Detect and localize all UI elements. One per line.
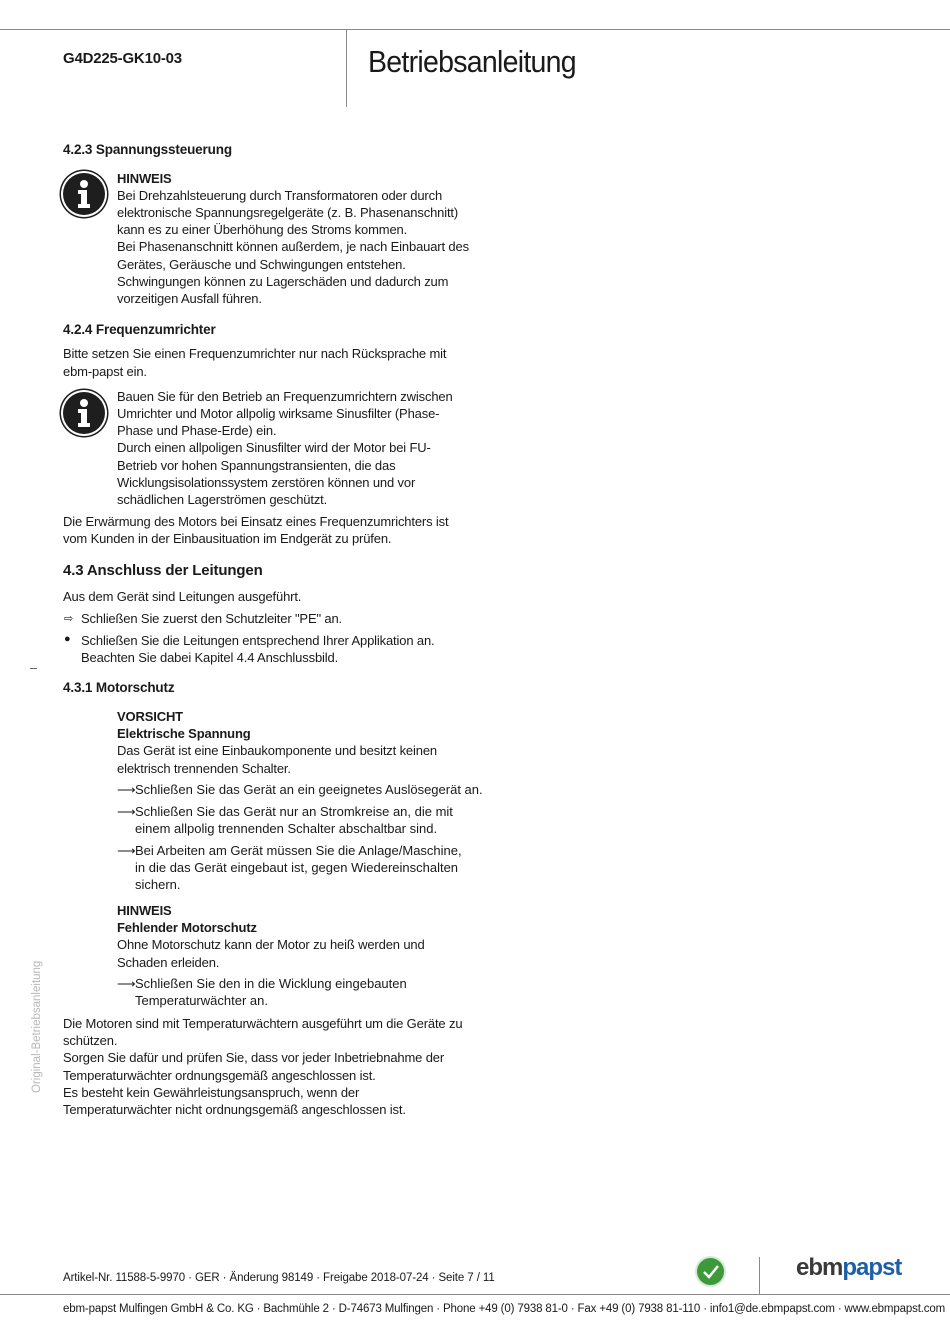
company-info: ebm-papst Mulfingen GmbH & Co. KG · Bachmühle 2 · D-74673 Mulfingen · Phone +49 (0) 7938 81-0 · Fax +49 (0) 7938 81-110 · info1@de.ebmpapst.com · www.ebmpapst.com [63,1303,946,1315]
notice-line: Schwingungen können zu Lagerschäden und dadurch zum [117,274,449,289]
heading-4-2-4: 4.2.4 Frequenzumrichter [63,322,216,337]
info-line: Bauen Sie für den Betrieb an Frequenzumrichtern zwischen [117,389,453,404]
green-tech-logo [697,1258,724,1285]
step-text: Temperaturwächter an. [135,993,268,1008]
info-icon [63,392,105,434]
logo-papst: papst [842,1254,902,1281]
arrow-right-icon: ⟶ [117,843,136,858]
step-text: Schließen Sie den in die Wicklung eingebauten [135,976,407,991]
caution-title: VORSICHT [117,709,183,724]
info-line: Betrieb vor hohen Spannungstransienten, die das [117,458,396,473]
info-line: schädlichen Lagerströmen geschützt. [117,492,328,507]
double-arrow-icon: ⇨ [64,613,74,625]
info-icon [63,173,105,215]
ebmpapst-logo [796,1254,901,1282]
step-line: Beachten Sie dabei Kapitel 4.4 Anschlussbild. [81,650,339,665]
footer-divider [759,1257,760,1294]
article-info: Artikel-Nr. 11588-5-9970 · GER · Änderung 98149 · Freigabe 2018-07-24 · Seite 7 / 11 [63,1272,495,1284]
paragraph-line: schützen. [63,1033,118,1048]
heading-4-2-3: 4.2.3 Spannungssteuerung [63,142,232,157]
paragraph-line: Die Erwärmung des Motors bei Einsatz eines Frequenzumrichters ist [63,514,449,529]
header-divider [346,29,347,107]
heading-4-3-1: 4.3.1 Motorschutz [63,680,175,695]
paragraph-line: Sorgen Sie dafür und prüfen Sie, dass vor jeder Inbetriebnahme der [63,1050,445,1065]
notice-line: elektronische Spannungsregelgeräte (z. B. Phasenanschnitt) [117,205,459,220]
paragraph-line: Aus dem Gerät sind Leitungen ausgeführt. [63,589,302,604]
info-line: Wicklungsisolationssystem zerstören können und vor [117,475,416,490]
step-text: einem allpolig trennenden Schalter abschaltbar sind. [135,821,438,836]
footer-rule [0,1294,950,1295]
bullet-icon: ● [64,633,71,645]
step-text: sichern. [135,877,181,892]
notice-line: Gerätes, Geräusche und Schwingungen entstehen. [117,257,406,272]
info-line: Phase und Phase-Erde) ein. [117,423,277,438]
step-text: in die das Gerät eingebaut ist, gegen Wiedereinschalten [135,860,459,875]
notice-line: kann es zu einer Überhöhung des Stroms kommen. [117,222,408,237]
paragraph-line: Bitte setzen Sie einen Frequenzumrichter nur nach Rücksprache mit [63,346,447,361]
notice-line: Schaden erleiden. [117,955,220,970]
caution-line: Das Gerät ist eine Einbaukomponente und besitzt keinen [117,743,437,758]
heading-4-3: 4.3 Anschluss der Leitungen [63,562,263,579]
notice-line: Bei Phasenanschnitt können außerdem, je nach Einbauart des [117,239,469,254]
caution-line: elektrisch trennenden Schalter. [117,761,291,776]
notice-line: Ohne Motorschutz kann der Motor zu heiß werden und [117,937,425,952]
side-label: Original-Betriebsanleitung [31,960,43,1093]
step-text: Schließen Sie das Gerät an ein geeignetes Auslösegerät an. [135,782,483,797]
top-rule [0,29,950,30]
step-line: Schließen Sie zuerst den Schutzleiter "PE" an. [81,611,343,626]
notice-title: HINWEIS [117,903,172,918]
arrow-right-icon: ⟶ [117,804,136,819]
logo-ebm: ebm [796,1254,843,1281]
paragraph-line: Die Motoren sind mit Temperaturwächtern ausgeführt um die Geräte zu [63,1016,463,1031]
arrow-right-icon: ⟶ [117,976,136,991]
paragraph-line: vom Kunden in der Einbausituation im Endgerät zu prüfen. [63,531,392,546]
step-line: Schließen Sie die Leitungen entsprechend Ihrer Applikation an. [81,633,435,648]
paragraph-line: Temperaturwächter nicht ordnungsgemäß angeschlossen ist. [63,1102,406,1117]
model-number: G4D225-GK10-03 [63,50,182,67]
document-title: Betriebsanleitung [368,44,576,79]
notice-line: vorzeitigen Ausfall führen. [117,291,262,306]
info-line: Durch einen allpoligen Sinusfilter wird der Motor bei FU- [117,440,431,455]
info-line: Umrichter und Motor allpolig wirksame Sinusfilter (Phase- [117,406,440,421]
notice-line: Bei Drehzahlsteuerung durch Transformatoren oder durch [117,188,443,203]
step-text: Schließen Sie das Gerät nur an Stromkreise an, die mit [135,804,453,819]
notice-title: HINWEIS [117,171,172,186]
arrow-right-icon: ⟶ [117,782,136,797]
paragraph-line: ebm-papst ein. [63,364,147,379]
paragraph-line: Es besteht kein Gewährleistungsanspruch, wenn der [63,1085,360,1100]
margin-mark [30,668,37,669]
caution-subtitle: Elektrische Spannung [117,726,251,741]
notice-subtitle: Fehlender Motorschutz [117,920,257,935]
paragraph-line: Temperaturwächter ordnungsgemäß angeschlossen ist. [63,1068,376,1083]
step-text: Bei Arbeiten am Gerät müssen Sie die Anlage/Maschine, [135,843,462,858]
